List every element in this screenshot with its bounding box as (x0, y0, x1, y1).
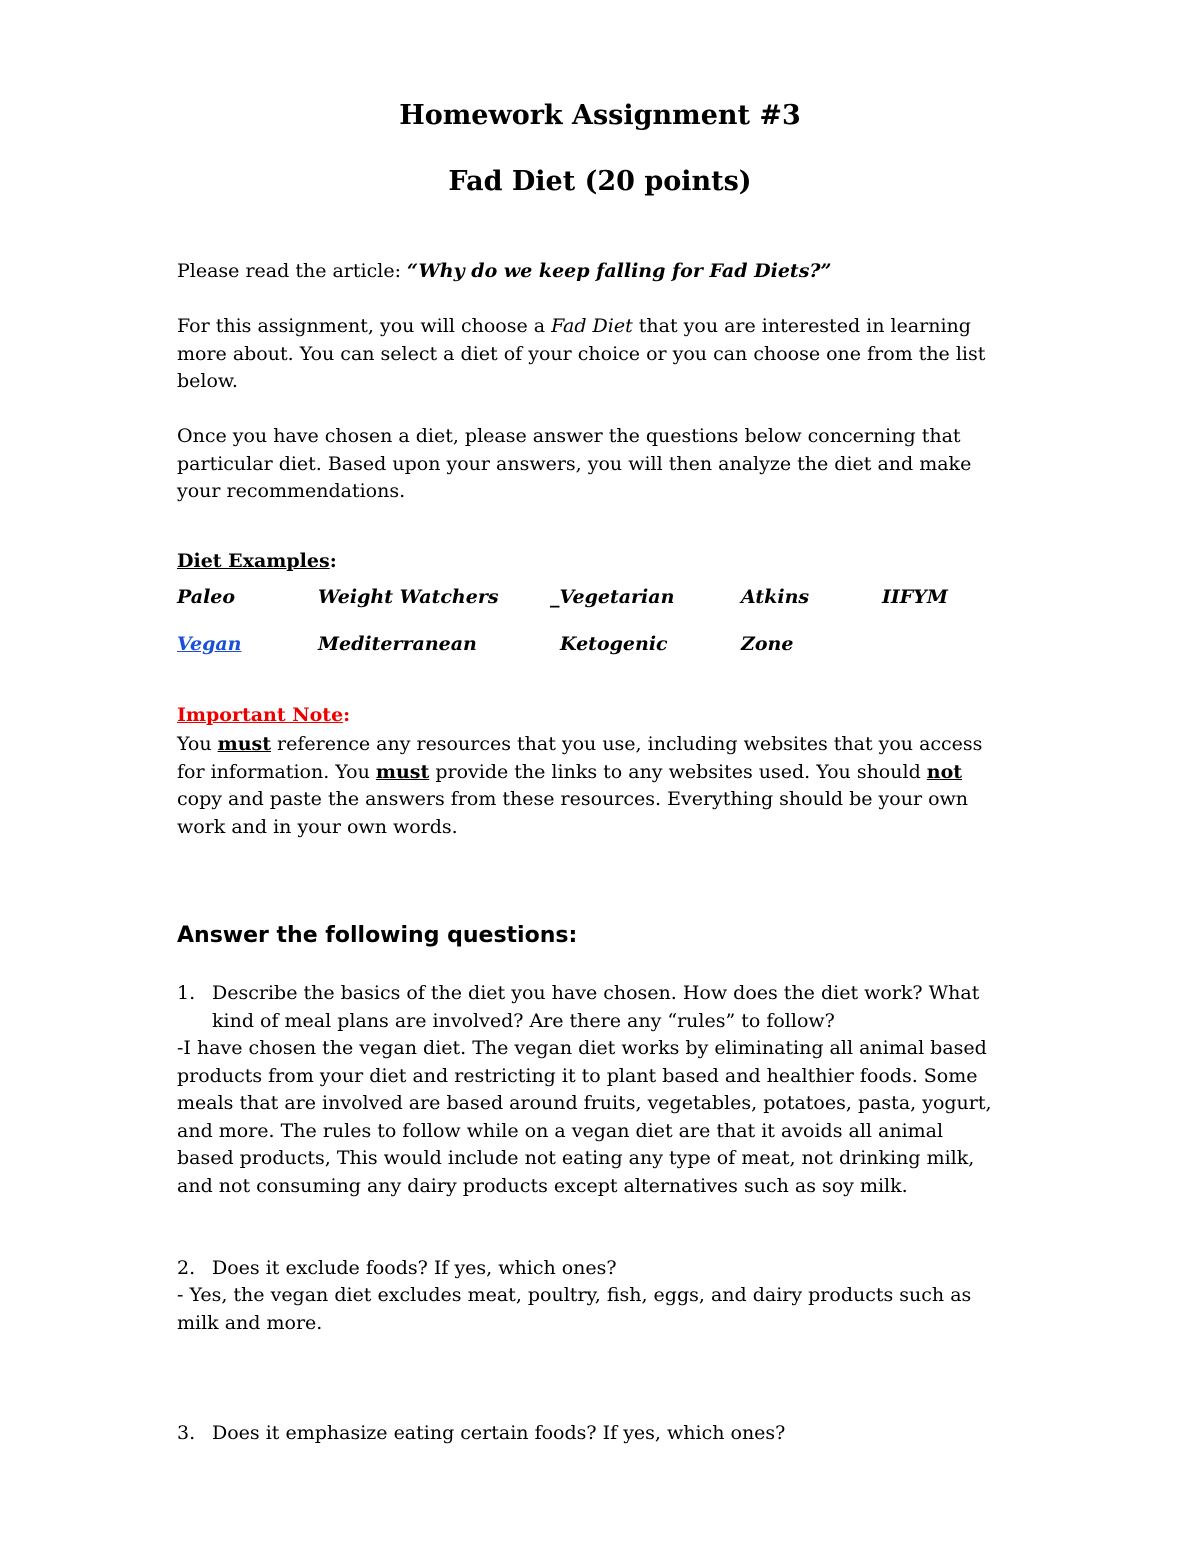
note-line-3: copy and paste the answers from these resources. Everything should be your own (177, 788, 969, 810)
answer-line: products from your diet and restricting it to plant based and healthier foods. Some (177, 1064, 978, 1087)
note-emphasis: not (926, 760, 963, 783)
diet-examples-heading (177, 548, 1037, 576)
article-line (177, 258, 1037, 286)
question-number: 3. (177, 1422, 196, 1444)
question-2-text: Does it exclude foods? If yes, which ones? (212, 1257, 617, 1279)
vegan-link[interactable]: Vegan (177, 633, 242, 655)
p1-text-b: that you are interested in learning (632, 315, 971, 337)
question-line: kind of meal plans are involved? Are there any “rules” to follow? (212, 1009, 835, 1032)
page-title: Homework Assignment #3 (399, 100, 801, 131)
answer-line: -I have chosen the vegan diet. The vegan diet works by eliminating all animal based (177, 1037, 987, 1059)
note-text: reference any resources that you use, including websites that you access (271, 733, 983, 755)
diet-example-item: Ketogenic (560, 633, 668, 655)
diet-example-item: IIFYM (882, 586, 948, 608)
diet-examples-colon: : (329, 550, 337, 572)
question-1-text (212, 980, 1042, 1035)
read-prefix: Please read the article: (177, 260, 408, 282)
note-emphasis: must (375, 760, 430, 783)
diet-example-item: Paleo (177, 586, 236, 608)
answer-line: and not consuming any dairy products except alternatives such as soy milk. (177, 1174, 908, 1197)
diet-example-item: Mediterranean (318, 633, 477, 655)
note-text: You (177, 733, 218, 755)
p1-fad-diet: Fad Diet (551, 315, 633, 337)
diet-example-item: Zone (741, 633, 794, 655)
article-title: “Why do we keep falling for Fad Diets?” (407, 260, 832, 282)
p2-line-3: your recommendations. (177, 480, 406, 502)
p1-line-3: below. (177, 370, 238, 392)
important-note-body (177, 731, 1037, 841)
question-number: 2. (177, 1257, 196, 1279)
answer-line: and more. The rules to follow while on a vegan diet are that it avoids all animal (177, 1119, 944, 1142)
intro-paragraph-1 (177, 313, 1037, 396)
answer-line: milk and more. (177, 1311, 323, 1334)
note-emphasis: must (217, 733, 272, 755)
answer-line: based products, This would include not eating any type of meat, not drinking milk, (177, 1147, 975, 1169)
intro-paragraph-2 (177, 423, 1037, 506)
p1-line-2: more about. You can select a diet of your choice or you can choose one from the list (177, 342, 986, 365)
question-number: 1. (177, 982, 196, 1004)
note-text: for information. You (177, 760, 376, 783)
p2-line-1: Once you have chosen a diet, please answer the questions below concerning that (177, 425, 961, 447)
note-text: provide the links to any websites used. You should (429, 760, 927, 783)
answer-1 (177, 1035, 1037, 1200)
important-note-heading (177, 702, 1037, 730)
answer-line: - Yes, the vegan diet excludes meat, poultry, fish, eggs, and dairy products such as (177, 1284, 972, 1306)
important-note-label: Important Note (177, 704, 344, 726)
answer-2 (177, 1282, 1037, 1337)
important-note-colon: : (343, 704, 351, 726)
p1-text-a: For this assignment, you will choose a (177, 315, 552, 337)
question-line: Describe the basics of the diet you have chosen. How does the diet work? What (212, 982, 980, 1004)
questions-heading: Answer the following questions: (177, 923, 578, 948)
p2-line-2: particular diet. Based upon your answers, you will then analyze the diet and make (177, 452, 972, 475)
diet-example-item: _Vegetarian (550, 586, 675, 608)
question-3-text: Does it emphasize eating certain foods? If yes, which ones? (212, 1422, 786, 1444)
diet-example-item: Atkins (741, 586, 810, 608)
diet-example-item: Weight Watchers (318, 586, 499, 608)
diet-examples-label: Diet Examples (177, 550, 330, 572)
note-line-4: work and in your own words. (177, 815, 458, 838)
page-subtitle: Fad Diet (20 points) (448, 166, 752, 197)
answer-line: meals that are involved are based around fruits, vegetables, potatoes, pasta, yogurt, (177, 1092, 992, 1114)
